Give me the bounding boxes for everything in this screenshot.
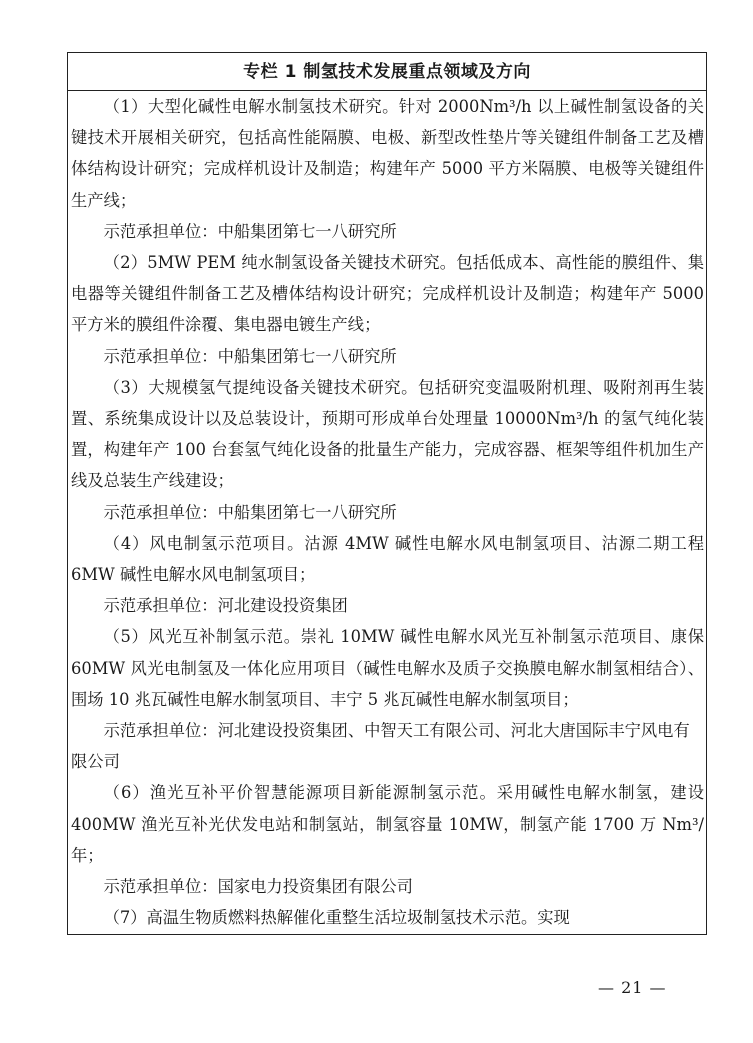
item-5-unit: 示范承担单位：河北建设投资集团、中智天工有限公司、河北大唐国际丰宁风电有限公司 [71,721,690,772]
item-4-unit: 示范承担单位：河北建设投资集团 [103,596,348,616]
page-number: — 21 — [598,978,667,997]
item-5-text: （5）风光互补制氢示范。崇礼 10MW 碱性电解水风光互补制氢示范项目、康保 60MW 风光电制氢及一体化应用项目（碱性电解水及质子交换膜电解水制氢相结合）、围场 10 兆瓦碱性电解水制氢项目、丰宁 5 兆瓦碱性电解水制氢项目； [71,627,704,709]
item-2-unit: 示范承担单位：中船集团第七一八研究所 [103,346,397,366]
item-6-unit: 示范承担单位：国家电力投资集团有限公司 [103,877,413,897]
item-4-text: （4）风电制氢示范项目。沽源 4MW 碱性电解水风电制氢项目、沽源二期工程 6MW 碱性电解水风电制氢项目； [71,533,704,585]
box-title: 专栏 1 制氢技术发展重点领域及方向 [68,53,706,91]
item-3-text: （3）大规模氢气提纯设备关键技术研究。包括研究变温吸附机理、吸附剂再生装置、系统集成设计以及总装设计，预期可形成单台处理量 10000Nm³/h 的氢气纯化装置，构建年产 100 台套氢气纯化设备的批量生产能力，完成容器、框架等组件机加生产线及总装生产线建设； [71,377,704,491]
item-3-unit: 示范承担单位：中船集团第七一八研究所 [103,502,397,522]
box-content [68,91,706,933]
item-2-text: （2）5MW PEM 纯水制氢设备关键技术研究。包括低成本、高性能的膜组件、集电器等关键组件制备工艺及槽体结构设计研究；完成样机设计及制造；构建年产 5000 平方米的膜组件涂覆、集电器电镀生产线； [71,253,704,335]
item-7-text: （7）高温生物质燃料热解催化重整生活垃圾制氢技术示范。实现 [103,908,570,928]
item-1-text: （1）大型化碱性电解水制氢技术研究。针对 2000Nm³/h 以上碱性制氢设备的关键技术开展相关研究，包括高性能隔膜、电极、新型改性垫片等关键组件制备工艺及槽体结构设计研究；完成样机设计及制造；构建年产 5000 平方米隔膜、电极等关键组件生产线； [71,97,704,210]
item-6-text: （6）渔光互补平价智慧能源项目新能源制氢示范。采用碱性电解水制氢，建设 400MW 渔光互补光伏发电站和制氢站，制氢容量 10MW，制氢产能 1700 万 Nm³/年； [71,783,704,865]
item-1-unit: 示范承担单位：中船集团第七一八研究所 [103,221,397,241]
sidebar-box [67,52,707,935]
